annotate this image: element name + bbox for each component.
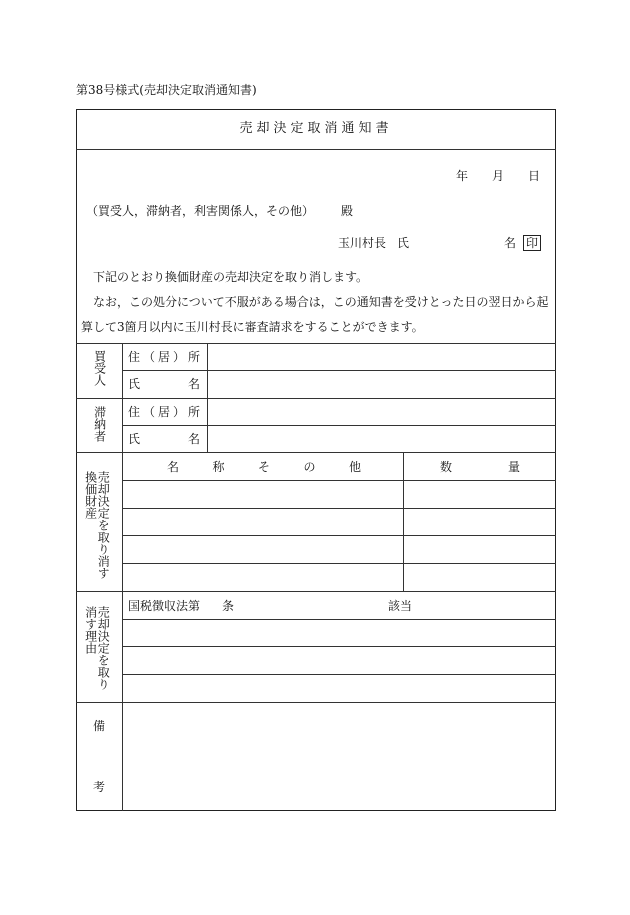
- divider: [76, 343, 556, 344]
- date-year-label: 年: [456, 169, 469, 183]
- seal-mark: 印: [523, 235, 541, 251]
- divider: [122, 674, 556, 675]
- buyer-section-label: 買受人: [92, 350, 107, 386]
- header-char: 名: [167, 460, 180, 474]
- name-char: 氏: [128, 377, 141, 391]
- name-char: 名: [187, 432, 200, 446]
- property-qty-header: [440, 461, 520, 473]
- remarks-label-bottom: 考: [93, 780, 106, 794]
- divider: [122, 508, 556, 509]
- divider: [122, 619, 556, 620]
- divider: [207, 343, 208, 452]
- header-char: 称: [212, 460, 225, 474]
- buyer-name-label: [128, 378, 200, 390]
- header-char: 他: [348, 460, 361, 474]
- divider: [76, 702, 556, 703]
- divider: [76, 398, 556, 399]
- reason-article: 条: [222, 599, 235, 613]
- divider: [403, 452, 404, 591]
- divider: [122, 343, 123, 811]
- reason-section-label: 売却決定を取り消す理由: [83, 606, 111, 690]
- name-char: 名: [187, 377, 200, 391]
- header-char: 数: [440, 460, 453, 474]
- date-day-label: 日: [528, 169, 541, 183]
- buyer-address-label: 住（居）所: [128, 350, 204, 364]
- divider: [122, 370, 556, 371]
- reason-applicable: 該当: [388, 599, 413, 613]
- date-month-label: 月: [492, 169, 505, 183]
- header-char: の: [303, 460, 316, 474]
- issuer-title: 玉川村長: [338, 236, 387, 250]
- addressee-honorific: 殿: [341, 204, 354, 218]
- divider: [122, 480, 556, 481]
- issuer-name-label-2: 名: [504, 236, 517, 250]
- divider: [76, 591, 556, 592]
- divider: [76, 149, 556, 150]
- header-char: 量: [507, 460, 520, 474]
- delinquent-section-label: 滞納者: [92, 406, 107, 442]
- remarks-label-top: 備: [93, 719, 106, 733]
- body-line-2: なお，この処分について不服がある場合は，この通知書を受けとった日の翌日から起: [93, 295, 549, 309]
- divider: [122, 535, 556, 536]
- divider: [76, 452, 556, 453]
- reason-law-prefix: 国税徴収法第: [128, 599, 201, 613]
- header-char: そ: [257, 460, 270, 474]
- document-title: 売却決定取消通知書: [239, 121, 393, 136]
- body-line-1: 下記のとおり換価財産の売却決定を取り消します。: [93, 270, 369, 284]
- body-line-3: 算して3箇月以内に玉川村長に審査請求をすることができます。: [81, 320, 424, 334]
- property-section-label: 売却決定を取り消す換価財産: [83, 471, 111, 579]
- divider: [122, 563, 556, 564]
- name-char: 氏: [128, 432, 141, 446]
- issuer-name-label-1: 氏: [397, 236, 410, 250]
- property-name-header: [167, 461, 361, 473]
- form-number-label: 第38号様式(売却決定取消通知書): [76, 83, 257, 97]
- delinquent-address-label: 住（居）所: [128, 405, 204, 419]
- divider: [122, 646, 556, 647]
- addressee-parties: （買受人，滞納者，利害関係人，その他）: [86, 204, 315, 218]
- delinquent-name-label: [128, 433, 200, 445]
- seal-icon: [523, 235, 541, 251]
- divider: [122, 425, 556, 426]
